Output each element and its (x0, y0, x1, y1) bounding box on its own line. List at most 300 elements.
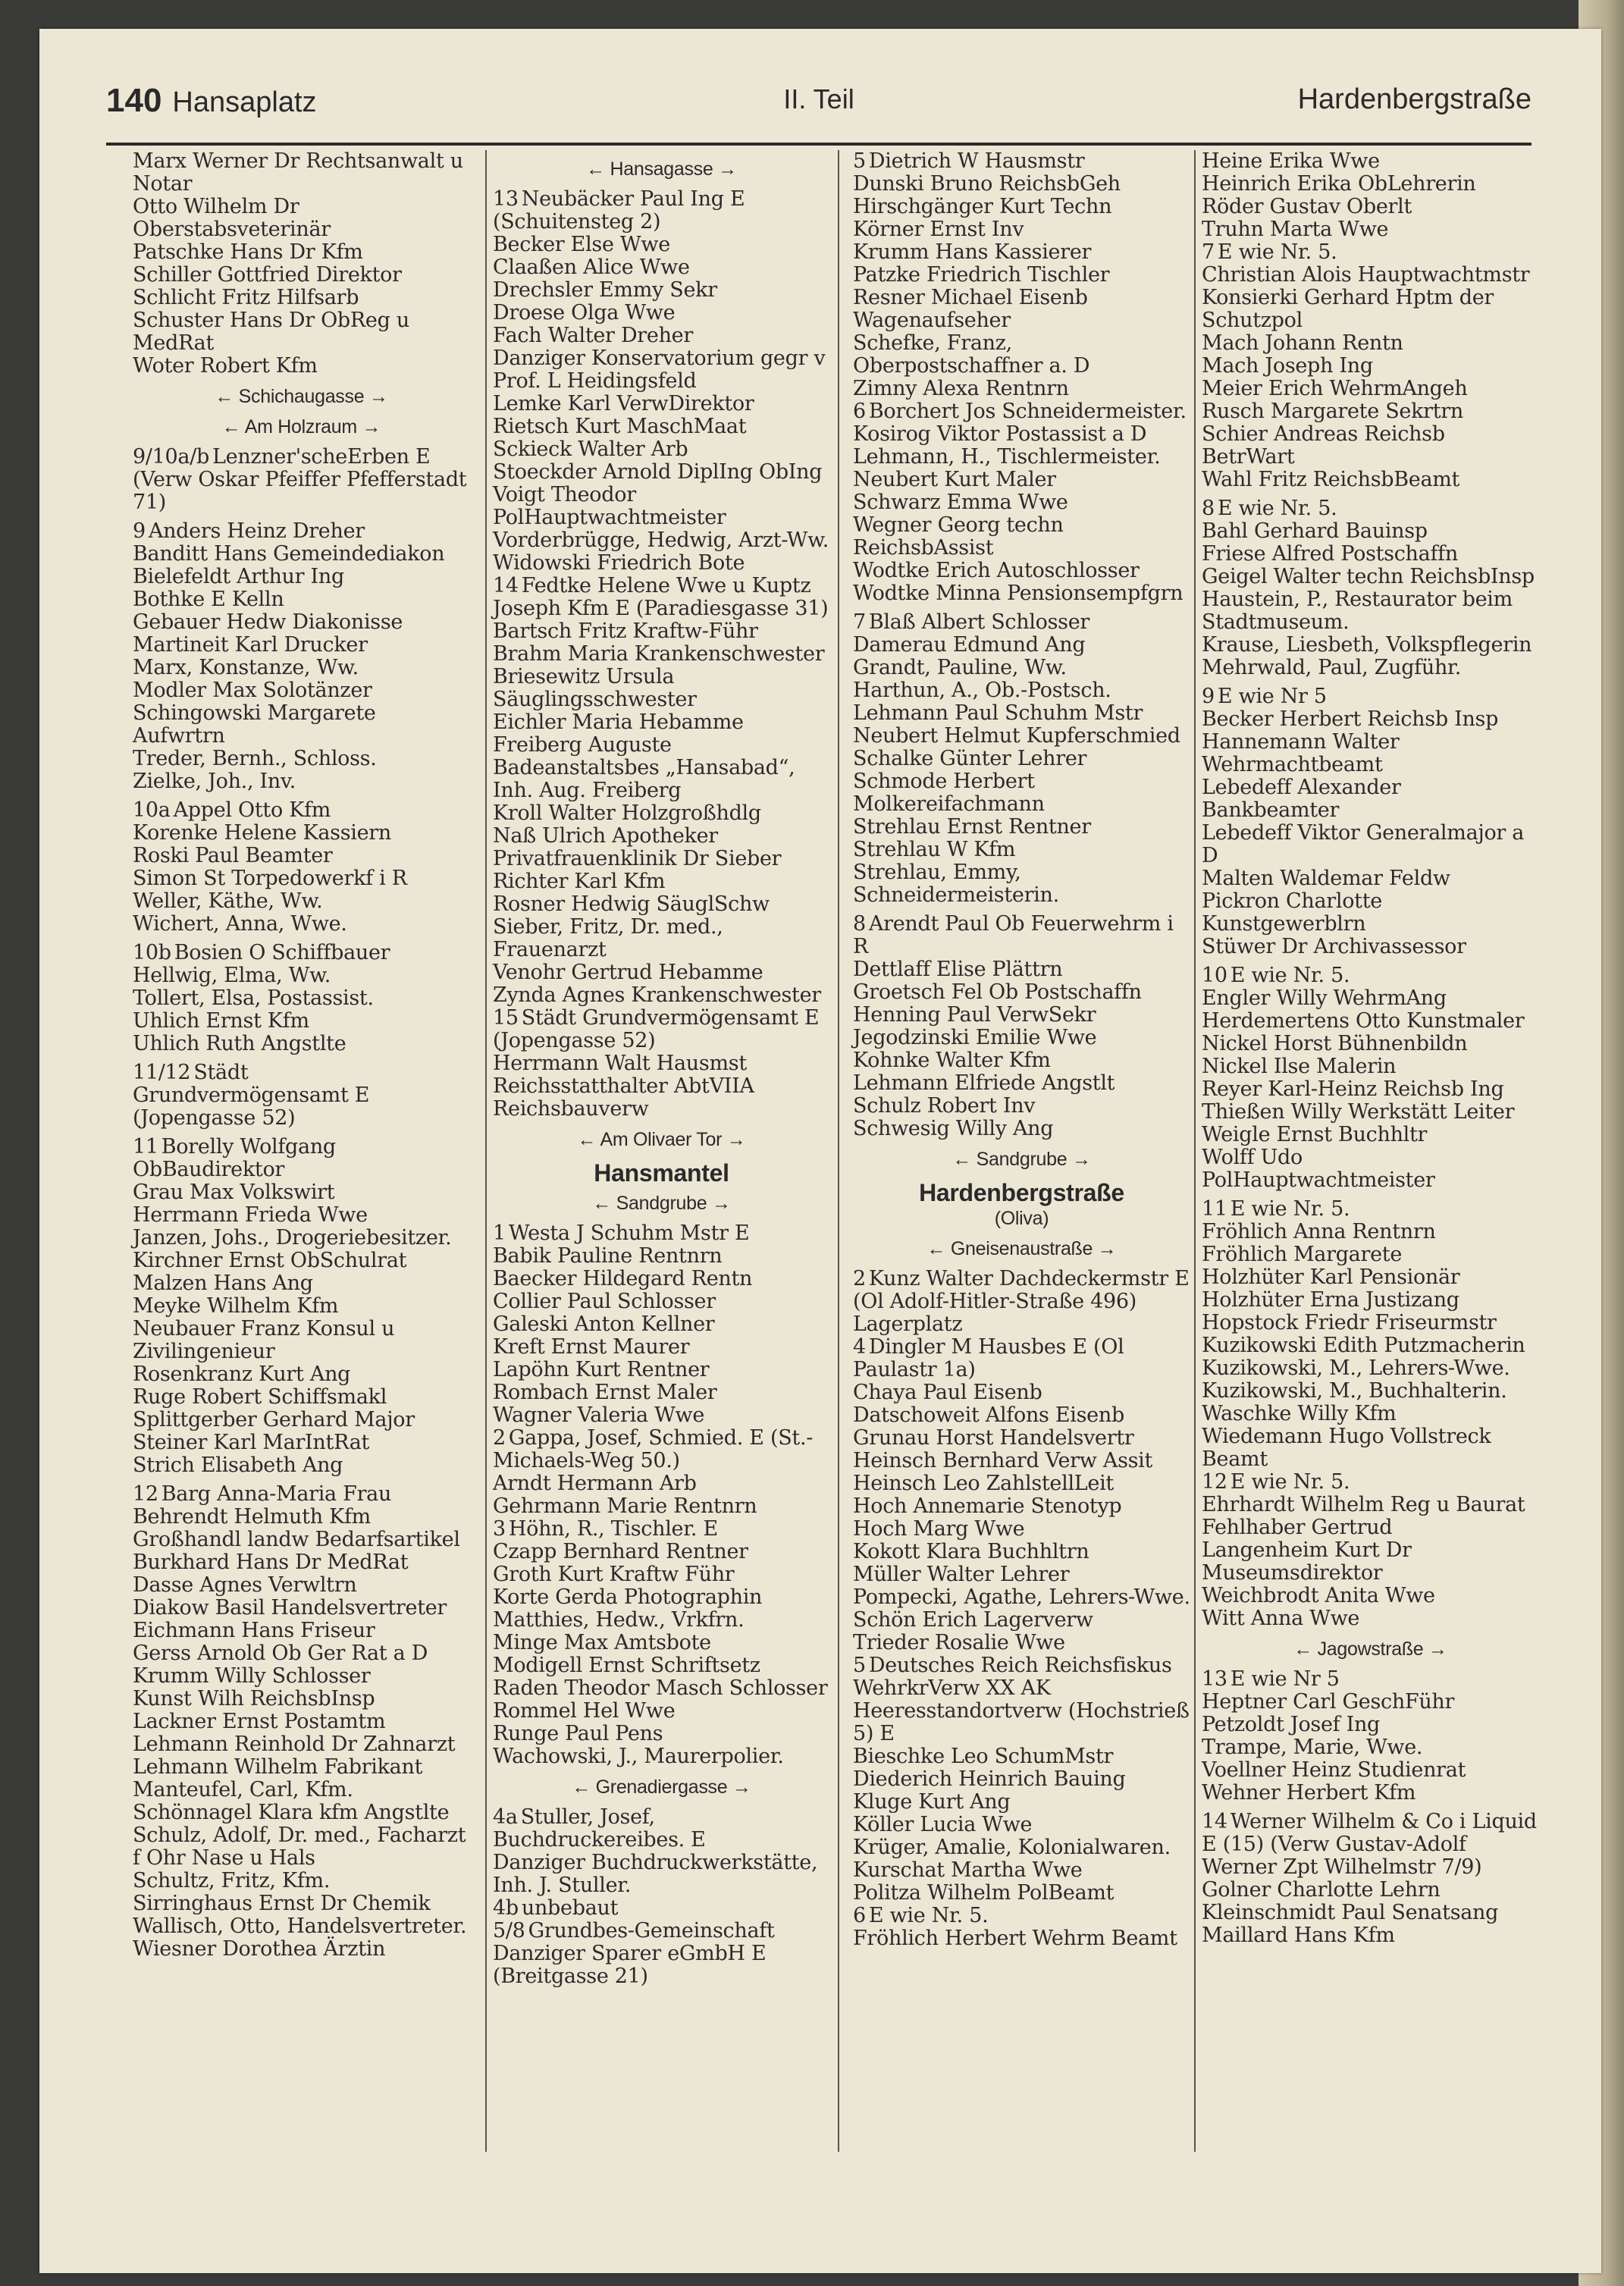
entry-text: E wie Nr. 5. (1230, 964, 1350, 987)
directory-entry (493, 1381, 830, 1404)
directory-entry (853, 981, 1190, 1004)
directory-entry (133, 309, 470, 355)
entry-text: Widowski Friedrich Bote (493, 551, 745, 575)
directory-entry (853, 725, 1190, 748)
directory-entry (1202, 987, 1539, 1010)
directory-entry (133, 1711, 470, 1733)
directory-entry (133, 1386, 470, 1409)
directory-entry (493, 1245, 830, 1268)
directory-entry (493, 1427, 830, 1472)
directory-entry (853, 748, 1190, 770)
entry-text: Fach Walter Dreher (493, 324, 693, 347)
entry-text: Zynda Agnes Krankenschwester (493, 983, 821, 1007)
entry-text: unbebaut (521, 1896, 619, 1920)
house-number: 2 (493, 1426, 506, 1450)
entry-text: Rietsch Kurt MaschMaat (493, 415, 747, 438)
directory-entry (133, 264, 470, 287)
directory-entry (853, 1450, 1190, 1472)
entry-text: Roski Paul Beamter (133, 844, 333, 867)
directory-entry (853, 1072, 1190, 1095)
house-number: 4b (493, 1896, 519, 1920)
directory-entry (133, 1136, 470, 1181)
directory-entry (1202, 1055, 1539, 1078)
directory-entry (133, 1597, 470, 1620)
entry-text: Nickel Ilse Malerin (1202, 1055, 1397, 1078)
directory-entry (853, 1049, 1190, 1072)
directory-entry (493, 711, 830, 734)
entry-text: Städt Grundvermögensamt E (Jopengasse 52) (133, 1061, 370, 1130)
directory-entry (133, 1227, 470, 1250)
entry-text: Heine Erika Wwe (1202, 149, 1380, 173)
directory-entry (1202, 566, 1539, 588)
directory-entry (853, 1586, 1190, 1609)
directory-entry (1202, 218, 1539, 241)
entry-text: Lenzner'scheErben E (Verw Oskar Pfeiffer Pfefferstadt 71) (133, 445, 467, 514)
entry-text: Strich Elisabeth Ang (133, 1453, 343, 1477)
entry-text: Hannemann Walter Wehrmachtbeamt (1202, 730, 1400, 776)
directory-entry (853, 839, 1190, 861)
directory-entry (493, 1222, 830, 1245)
house-number: 10a (133, 798, 171, 822)
directory-entry (853, 1791, 1190, 1814)
street-crossing: ← Hansagasse → (586, 158, 737, 180)
directory-entry (493, 1745, 830, 1768)
entry-text: Westa J Schuhm Mstr E (508, 1221, 750, 1245)
street-heading: Hansmantel (594, 1159, 729, 1187)
entry-text: Wiedemann Hugo Vollstreck Beamt (1202, 1425, 1491, 1471)
directory-entry (133, 890, 470, 913)
entry-text: E wie Nr. 5. (1217, 497, 1337, 520)
entry-text: Wehner Herbert Kfm (1202, 1781, 1416, 1805)
entry-text: Anders Heinz Dreher (148, 519, 365, 543)
entry-text: Höhn, R., Tischler. E (508, 1517, 718, 1541)
directory-entry (853, 1563, 1190, 1586)
entry-text: Lehmann Elfriede Angstlt (853, 1071, 1115, 1095)
directory-entry (133, 987, 470, 1010)
entry-text: Wagner Valeria Wwe (493, 1403, 705, 1427)
directory-entry (1202, 1357, 1539, 1380)
house-number: 15 (493, 1006, 519, 1030)
directory-entry (1202, 1101, 1539, 1124)
entry-text: Datschoweit Alfons Eisenb (853, 1403, 1124, 1427)
entry-text: Malten Waldemar Feldw (1202, 867, 1450, 890)
house-number: 12 (133, 1482, 158, 1506)
directory-entry (853, 702, 1190, 725)
directory-entry (133, 1506, 470, 1551)
directory-entry (133, 446, 470, 514)
directory-entry (853, 913, 1190, 958)
directory-entry (853, 1814, 1190, 1836)
entry-text: Ehrhardt Wilhelm Reg u Baurat (1202, 1493, 1525, 1516)
entry-text: Trampe, Marie, Wwe. (1202, 1736, 1423, 1759)
house-number: 14 (1202, 1810, 1227, 1833)
directory-entry (1202, 423, 1539, 469)
directory-entry (493, 1541, 830, 1563)
entry-text: Krumm Hans Kassierer (853, 240, 1092, 264)
directory-entry (853, 770, 1190, 816)
directory-entry (133, 679, 470, 702)
entry-text: E wie Nr. 5. (868, 1904, 989, 1927)
entry-text: Hirschgänger Kurt Techn (853, 195, 1112, 218)
street-crossing: ← Grenadiergasse → (572, 1776, 751, 1798)
directory-entry (1202, 1471, 1539, 1494)
directory-entry (133, 1454, 470, 1477)
entry-text: Mach Joseph Ing (1202, 354, 1373, 378)
entry-text: Sieber, Fritz, Dr. med., Frauenarzt (493, 915, 723, 961)
entry-text: Trieder Rosalie Wwe (853, 1631, 1065, 1654)
directory-entry (853, 1745, 1190, 1768)
entry-text: Voigt Theodor PolHauptwachtmeister (493, 483, 726, 529)
entry-text: Kreft Ernst Maurer (493, 1335, 690, 1359)
directory-entry (493, 234, 830, 256)
entry-text: Heinsch Leo ZahlstellLeit (853, 1472, 1114, 1495)
directory-entry (1202, 378, 1539, 400)
entry-text: Rusch Margarete Sekrtrn (1202, 400, 1463, 423)
directory-entry (1202, 685, 1539, 708)
entry-text: Stoeckder Arnold DiplIng ObIng (493, 460, 823, 484)
entry-text: Christian Alois Hauptwachtmstr (1202, 263, 1530, 287)
directory-entry (493, 961, 830, 984)
entry-text: Fehlhaber Gertrud (1202, 1516, 1393, 1539)
directory-entry (853, 1905, 1190, 1927)
entry-text: Körner Ernst Inv (853, 218, 1024, 241)
directory-entry (853, 634, 1190, 657)
entry-text: Friese Alfred Postschaffn (1202, 542, 1458, 566)
directory-entry (1202, 1146, 1539, 1192)
entry-text: Heinrich Erika ObLehrerin (1202, 172, 1476, 196)
directory-entry (1202, 1924, 1539, 1947)
entry-text: Barg Anna-Maria Frau (161, 1482, 392, 1506)
entry-text: Babik Pauline Rentnrn (493, 1244, 723, 1268)
entry-text: Grundbes-Gemeinschaft Danziger Sparer eGmbH E (Breitgasse 21) (493, 1919, 775, 1988)
directory-entry (853, 1118, 1190, 1140)
directory-entry (853, 1268, 1190, 1313)
entry-text: Zimny Alexa Rentnrn (853, 377, 1069, 400)
entry-text: Minge Max Amtsbote (493, 1631, 711, 1654)
directory-entry (493, 1654, 830, 1677)
entry-text: Maillard Hans Kfm (1202, 1924, 1395, 1947)
directory-entry (133, 1733, 470, 1756)
directory-entry (853, 958, 1190, 981)
entry-text: Krumm Willy Schlosser (133, 1664, 371, 1688)
entry-text: Tollert, Elsa, Postassist. (133, 986, 374, 1010)
directory-entry (853, 1882, 1190, 1905)
entry-text: Schingowski Margarete Aufwrtrn (133, 701, 376, 748)
directory-entry (1202, 1124, 1539, 1146)
directory-entry (133, 1779, 470, 1802)
column-divider (485, 150, 487, 2152)
house-number: 1 (493, 1221, 506, 1245)
directory-entry (853, 816, 1190, 839)
directory-entry (133, 1642, 470, 1665)
entry-text: Manteufel, Carl, Kfm. (133, 1778, 353, 1802)
entry-text: Janzen, Johs., Drogeriebesitzer. (133, 1226, 452, 1250)
entry-text: Schulz Robert Inv (853, 1094, 1036, 1118)
directory-entry (853, 1004, 1190, 1027)
entry-text: Kuzikowski, M., Lehrers-Wwe. (1202, 1356, 1510, 1380)
entry-text: Richter Karl Kfm (493, 870, 666, 893)
entry-text: Hopstock Friedr Friseurmstr (1202, 1311, 1497, 1334)
directory-entry (133, 150, 470, 196)
entry-text: E wie Nr. 5. (1230, 1197, 1350, 1221)
column-4 (1202, 150, 1539, 1947)
directory-entry (493, 734, 830, 802)
entry-text: Wolff Udo PolHauptwachtmeister (1202, 1146, 1435, 1192)
entry-text: Bosien O Schiffbauer (174, 941, 390, 964)
entry-text: Konsierki Gerhard Hptm der Schutzpol (1202, 286, 1494, 332)
street-crossing: ← Schichaugasse → (215, 386, 388, 407)
directory-entry (1202, 332, 1539, 355)
directory-entry (133, 588, 470, 611)
directory-entry (493, 1700, 830, 1723)
directory-entry (853, 679, 1190, 702)
directory-entry (853, 514, 1190, 560)
entry-text: Danziger Konservatorium gegr v Prof. L Heidingsfeld (493, 347, 826, 393)
directory-entry (1202, 241, 1539, 264)
entry-text: Thießen Willy Werkstätt Leiter (1202, 1100, 1515, 1124)
house-number: 9 (1202, 685, 1215, 708)
directory-entry (133, 1181, 470, 1204)
directory-entry (853, 1859, 1190, 1882)
directory-entry (1202, 634, 1539, 657)
entry-text: Wodtke Erich Autoschlosser (853, 559, 1140, 582)
entry-text: Kunst Wilh ReichsbInsp (133, 1687, 375, 1711)
entry-text: Bartsch Fritz Kraftw-Führ (493, 619, 758, 643)
entry-text: Schuster Hans Dr ObReg u MedRat (133, 309, 409, 355)
entry-text: Marx, Konstanze, Ww. (133, 656, 359, 679)
directory-entry (493, 1723, 830, 1745)
directory-entry (853, 657, 1190, 679)
entry-text: Gappa, Josef, Schmied. E (St.-Michaels-Weg 50.) (493, 1426, 814, 1472)
street-crossing: ← Am Holzraum → (221, 416, 381, 437)
directory-entry (133, 748, 470, 770)
entry-text: Malzen Hans Ang (133, 1272, 313, 1295)
directory-entry (853, 491, 1190, 514)
entry-text: Heptner Carl GeschFühr (1202, 1690, 1455, 1714)
directory-entry (133, 822, 470, 845)
directory-entry (133, 964, 470, 987)
column-1 (133, 150, 470, 1961)
entry-text: Weichbrodt Anita Wwe (1202, 1584, 1435, 1607)
directory-entry (133, 657, 470, 679)
column-3 (853, 150, 1190, 1950)
entry-text: Fedtke Helene Wwe u Kuptz Joseph Kfm E (Paradiesgasse 31) (493, 574, 829, 620)
directory-entry (1202, 588, 1539, 634)
entry-text: Schlicht Fritz Hilfsarb (133, 286, 359, 309)
entry-text: Uhlich Ruth Angstlte (133, 1032, 346, 1055)
house-number: 14 (493, 574, 519, 597)
entry-text: Fröhlich Herbert Wehrm Beamt (853, 1927, 1177, 1950)
directory-entry (853, 150, 1190, 173)
directory-entry (853, 287, 1190, 332)
entry-text: Kirchner Ernst ObSchulrat (133, 1249, 407, 1272)
entry-text: Neubert Helmut Kupferschmied (853, 724, 1180, 748)
entry-text: Städt Grundvermögensamt E (Jopengasse 52) (493, 1006, 820, 1052)
entry-text: Neubäcker Paul Ing E (Schuitensteg 2) (493, 187, 745, 234)
directory-entry (853, 1313, 1190, 1336)
directory-entry (1202, 1312, 1539, 1334)
entry-text: Krüger, Amalie, Kolonialwaren. (853, 1836, 1171, 1859)
house-number: 10 (1202, 964, 1227, 987)
entry-text: Krause, Liesbeth, Volkspflegerin (1202, 633, 1532, 657)
entry-text: Schwesig Willy Ang (853, 1117, 1054, 1140)
entry-text: Reyer Karl-Heinz Reichsb Ing (1202, 1077, 1504, 1101)
directory-entry (493, 1632, 830, 1654)
entry-text: Lackner Ernst Postamtm (133, 1710, 386, 1733)
entry-text: Appel Otto Kfm (173, 798, 331, 822)
entry-text: Brahm Maria Krankenschwester (493, 642, 825, 666)
entry-text: Grunau Horst Handelsvertr (853, 1426, 1134, 1450)
directory-entry (493, 188, 830, 234)
entry-text: Geigel Walter techn ReichsbInsp (1202, 565, 1535, 588)
entry-text: Hoch Annemarie Stenotyp (853, 1494, 1122, 1518)
entry-text: Werner Wilhelm & Co i Liquid E (15) (Verw Gustav-Adolf Werner Zpt Wilhelmstr 7/9) (1202, 1810, 1537, 1879)
entry-text: Naß Ulrich Apotheker (493, 824, 718, 848)
directory-entry (133, 287, 470, 309)
entry-text: Behrendt Helmuth Kfm Großhandl landw Bedarfsartikel (133, 1505, 460, 1551)
entry-text: Mehrwald, Paul, Zugführ. (1202, 656, 1461, 679)
directory-entry (1202, 1736, 1539, 1759)
directory-entry (493, 575, 830, 620)
entry-text: Harthun, A., Ob.-Postsch. (853, 679, 1111, 702)
directory-entry (1202, 1691, 1539, 1714)
directory-entry (493, 279, 830, 302)
entry-text: Patzke Friedrich Tischler (853, 263, 1110, 287)
entry-text: Herrmann Frieda Wwe (133, 1203, 368, 1227)
directory-entry (133, 1010, 470, 1033)
entry-text: Kunz Walter Dachdeckermstr E (Ol Adolf-Hitler-Straße 496) (853, 1267, 1190, 1313)
entry-text: Witt Anna Wwe (1202, 1607, 1360, 1630)
directory-entry (133, 611, 470, 634)
entry-text: Lebedeff Alexander Bankbeamter (1202, 776, 1401, 822)
directory-entry (493, 302, 830, 325)
directory-entry (1202, 497, 1539, 520)
directory-entry (1202, 1221, 1539, 1243)
house-number: 6 (853, 1904, 866, 1927)
entry-text: Truhn Marta Wwe (1202, 218, 1389, 241)
directory-entry (853, 1836, 1190, 1859)
street-crossing: ← Am Olivaer Tor → (577, 1129, 746, 1150)
directory-entry (1202, 287, 1539, 332)
entry-text: E wie Nr 5 (1217, 685, 1327, 708)
directory-entry (133, 1688, 470, 1711)
directory-entry (1202, 1334, 1539, 1357)
entry-text: Lehmann, H., Tischlermeister. (853, 445, 1161, 469)
entry-text: Lehmann Wilhelm Fabrikant (133, 1755, 423, 1779)
entry-text: Becker Else Wwe (493, 233, 670, 256)
entry-text: Müller Walter Lehrer (853, 1563, 1070, 1586)
entry-text: Nickel Horst Bühnenbildn (1202, 1032, 1468, 1055)
entry-text: Lemke Karl VerwDirektor (493, 392, 754, 415)
directory-entry (1202, 1811, 1539, 1879)
entry-text: Kuzikowski, M., Buchhalterin. (1202, 1379, 1507, 1403)
entry-text: Strehlau Ernst Rentner (853, 815, 1091, 839)
directory-entry (133, 634, 470, 657)
directory-entry (133, 1295, 470, 1318)
directory-entry (133, 702, 470, 748)
entry-text: Engler Willy WehrmAng (1202, 986, 1447, 1010)
header-left-title: Hansaplatz (172, 86, 317, 118)
entry-text: Kokott Klara Buchhltrn (853, 1540, 1089, 1563)
directory-entry (133, 770, 470, 793)
column-2 (493, 150, 830, 1988)
entry-text: Kuzikowski Edith Putzmacherin (1202, 1334, 1525, 1357)
entry-text: Freiberg Auguste Badeanstaltsbes „Hansabad“, Inh. Aug. Freiberg (493, 733, 795, 802)
entry-text: Wodtke Minna Pensionsempfgrn (853, 582, 1184, 605)
directory-entry (853, 241, 1190, 264)
entry-text: Borchert Jos Schneidermeister. (868, 400, 1187, 423)
entry-text: Baecker Hildegard Rentn (493, 1267, 753, 1290)
directory-entry (133, 1938, 470, 1961)
entry-text: Wiesner Dorothea Ärztin (133, 1937, 386, 1961)
directory-entry (1202, 776, 1539, 822)
directory-entry (493, 1806, 830, 1852)
street-crossing: ← Sandgrube → (592, 1193, 731, 1214)
house-number: 11 (1202, 1197, 1227, 1221)
directory-entry (1202, 867, 1539, 890)
directory-entry (133, 867, 470, 890)
entry-text: Wichert, Anna, Wwe. (133, 912, 347, 936)
directory-entry (493, 802, 830, 825)
directory-entry (493, 393, 830, 415)
street-crossing: ← Jagowstraße → (1293, 1638, 1447, 1660)
directory-entry (133, 1870, 470, 1892)
directory-entry (1202, 173, 1539, 196)
entry-text: Wachowski, J., Maurerpolier. (493, 1745, 784, 1768)
directory-entry (1202, 1539, 1539, 1585)
entry-text: Groetsch Fel Ob Postschaffn (853, 980, 1142, 1004)
directory-entry (493, 438, 830, 461)
house-number: 9/10a/b (133, 445, 210, 469)
header-right-title: Hardenbergstraße (1297, 83, 1532, 115)
entry-text: Dietrich W Hausmstr (868, 149, 1085, 173)
entry-text: Korte Gerda Photographin (493, 1585, 763, 1609)
entry-text: Ruge Robert Schiffsmakl (133, 1385, 387, 1409)
entry-text: Haustein, P., Restaurator beim Stadtmuseum. (1202, 588, 1513, 634)
directory-entry (853, 1518, 1190, 1541)
directory-entry (853, 1427, 1190, 1450)
house-number: 2 (853, 1267, 866, 1290)
directory-entry (1202, 196, 1539, 218)
directory-entry (493, 1359, 830, 1381)
entry-text: Sirringhaus Ernst Dr Chemik (133, 1892, 431, 1915)
entry-text: Deutsches Reich Reichsfiskus WehrkrVerw XX AK Heeresstandortverw (Hochstrieß 5) E (853, 1654, 1190, 1745)
entry-text: Wahl Fritz ReichsbBeamt (1202, 468, 1460, 491)
directory-entry (853, 400, 1190, 423)
entry-text: Martineit Karl Drucker (133, 633, 368, 657)
entry-text: Eichmann Hans Friseur (133, 1619, 375, 1642)
directory-entry (493, 1586, 830, 1609)
directory-entry (853, 1381, 1190, 1404)
entry-text: Pickron Charlotte Kunstgewerblrn (1202, 889, 1382, 936)
directory-entry (1202, 355, 1539, 378)
house-number: 6 (853, 400, 866, 423)
directory-entry (1202, 1494, 1539, 1516)
entry-text: Meier Erich WehrmAngeh (1202, 377, 1468, 400)
entry-text: Wallisch, Otto, Handelsvertreter. (133, 1914, 467, 1938)
entry-text: Collier Paul Schlosser (493, 1290, 716, 1313)
entry-text: Reichsstatthalter AbtVIIA Reichsbauverw (493, 1074, 754, 1121)
directory-entry (493, 529, 830, 552)
directory-entry (853, 378, 1190, 400)
entry-text: Stuller, Josef, Buchdruckereibes. E (493, 1805, 706, 1852)
entry-text: Arndt Hermann Arb (493, 1472, 697, 1495)
page-number: 140 (106, 82, 162, 119)
house-number: 9 (133, 519, 146, 543)
directory-entry (1202, 1902, 1539, 1924)
directory-entry (493, 1075, 830, 1121)
entry-text: Banditt Hans Gemeindediakon (133, 542, 445, 566)
